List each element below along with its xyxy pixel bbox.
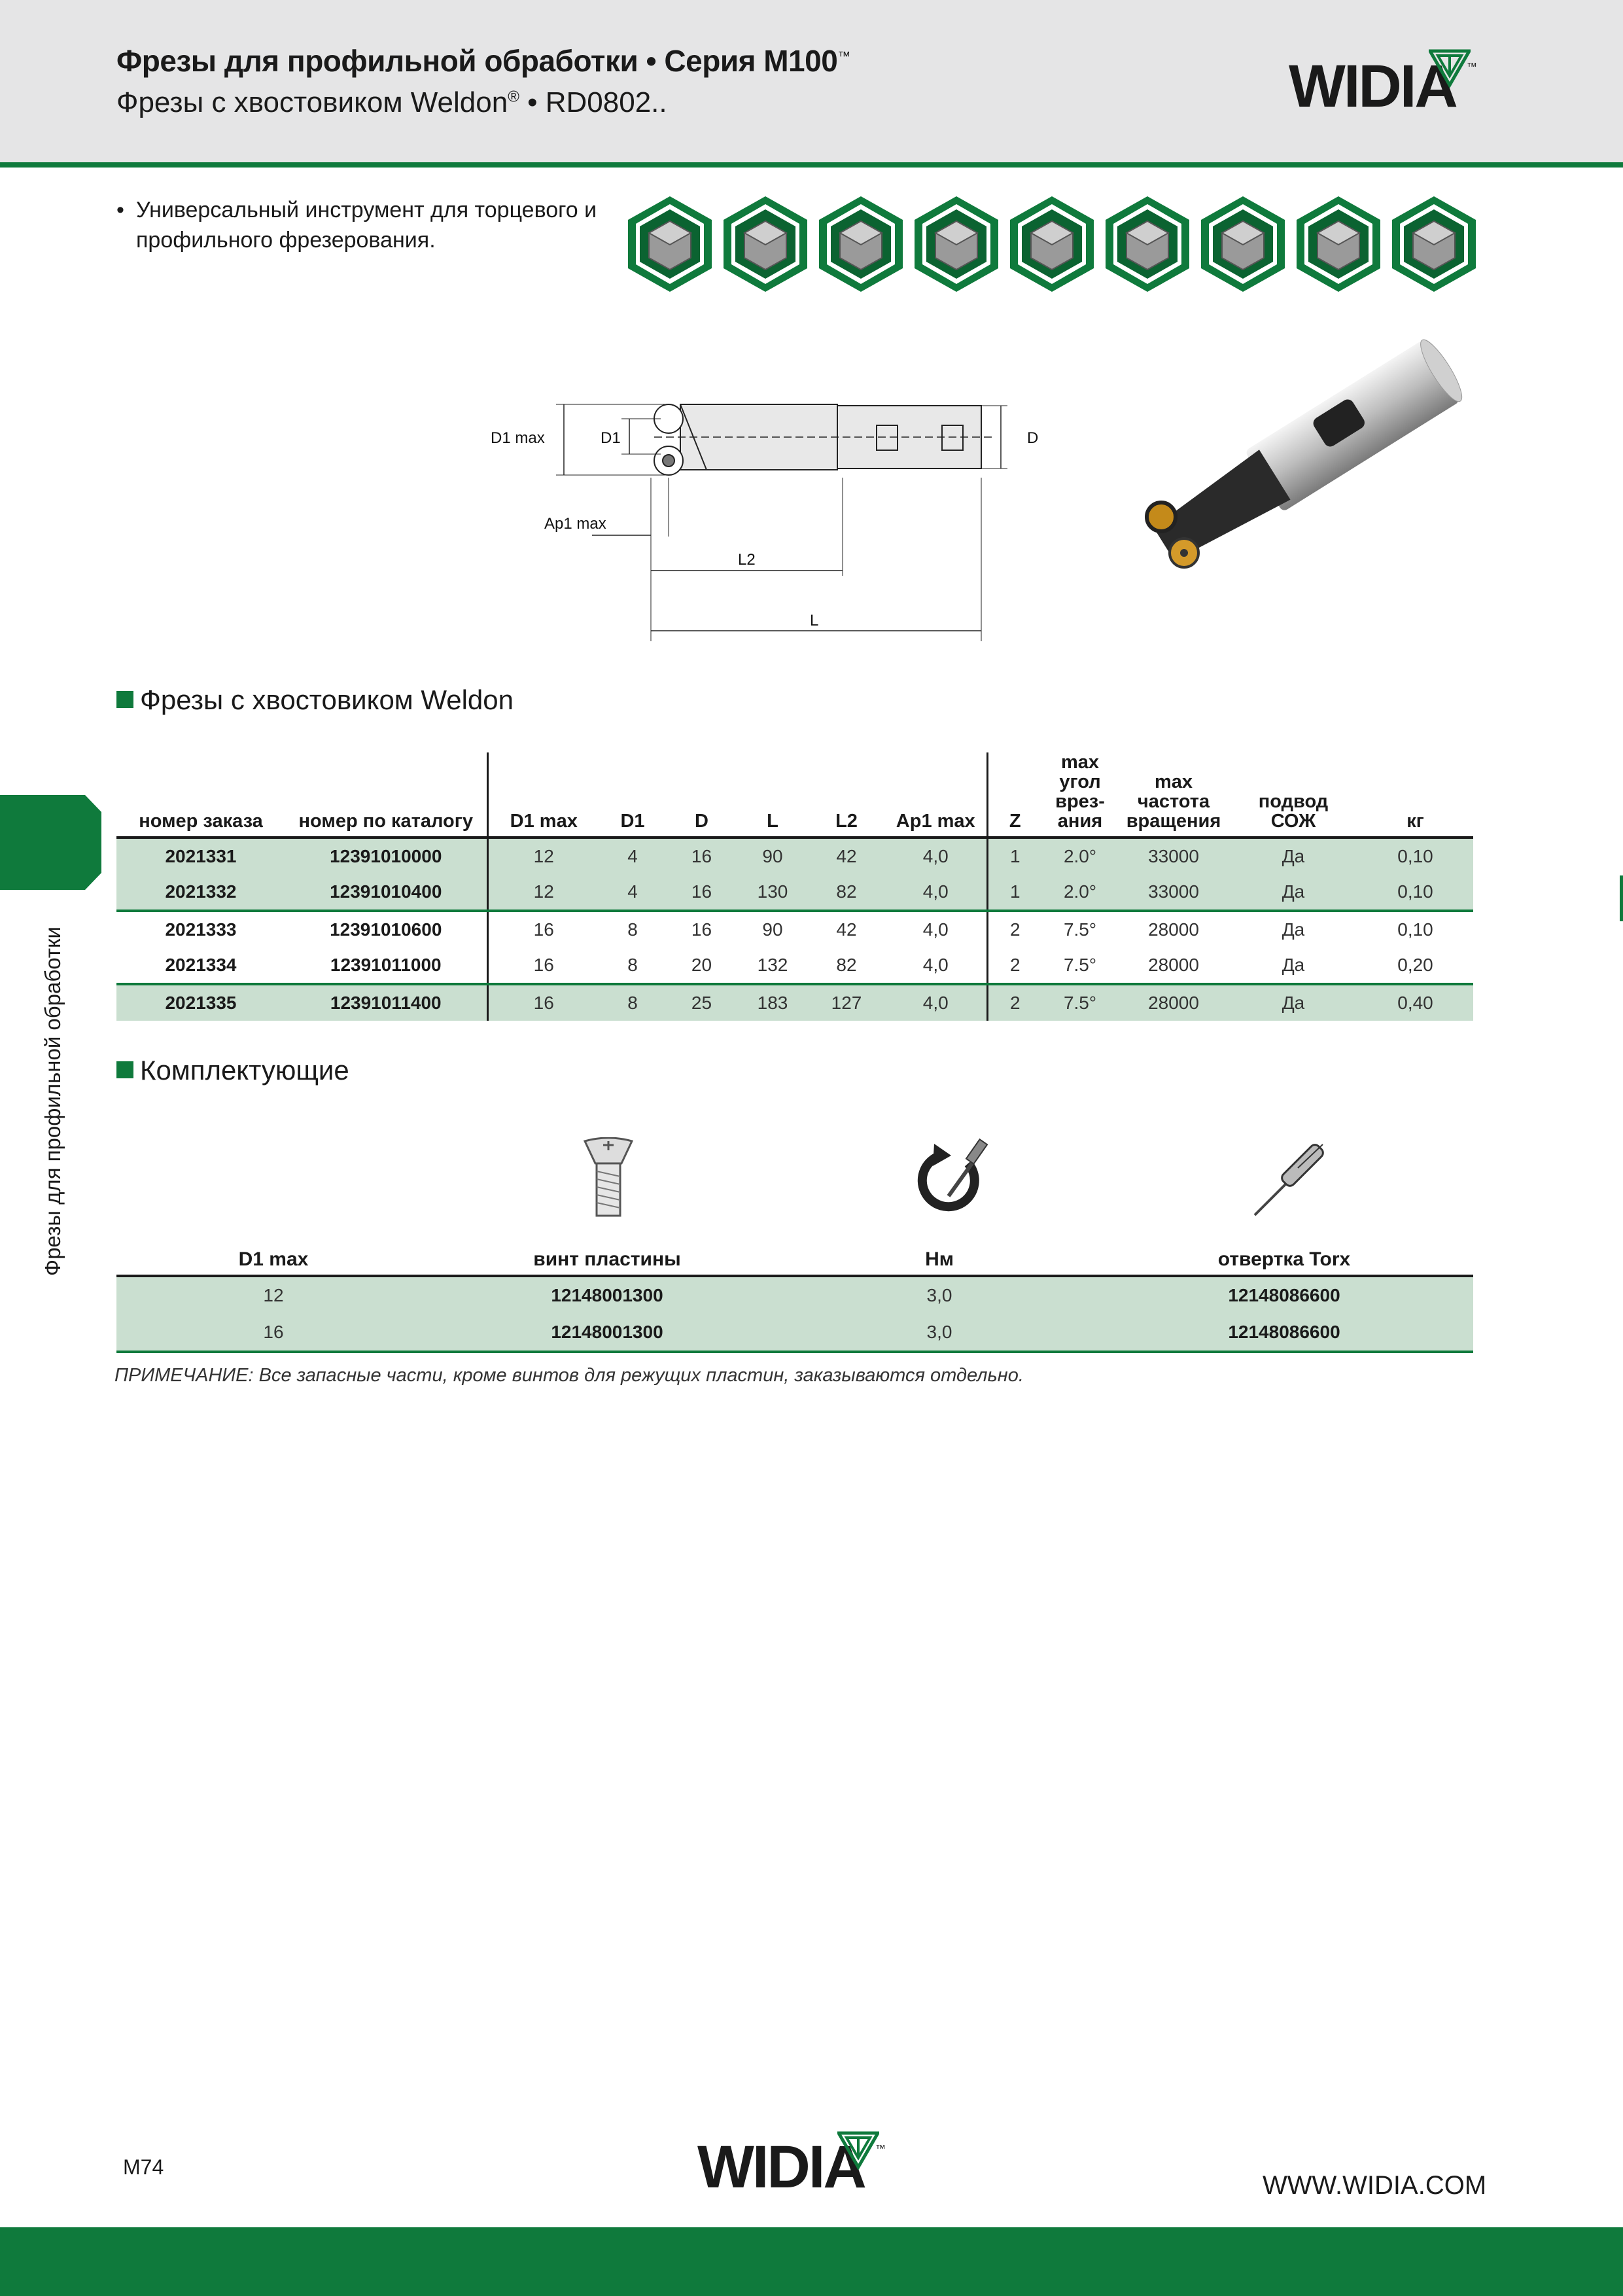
cell-rpm: 28000	[1148, 919, 1199, 940]
rpm-line-1: max частота	[1137, 771, 1210, 812]
col-coolant	[1229, 752, 1357, 838]
cell-coolant: Да	[1229, 947, 1357, 984]
website-link[interactable]: WWW.WIDIA.COM	[1263, 2171, 1487, 2200]
product-photo	[1112, 327, 1478, 589]
col-driver: отвертка Torx	[1217, 1248, 1351, 1270]
parts-table	[116, 1248, 1473, 1353]
contour-icon	[721, 195, 810, 293]
pocket-icon	[912, 195, 1001, 293]
page-title	[116, 43, 850, 79]
logo-triangle-icon	[1429, 48, 1471, 88]
table-row	[116, 911, 1473, 947]
cell-d1max: 16	[116, 1314, 430, 1352]
label-l2: L2	[738, 551, 756, 569]
section-title: Фрезы с хвостовиком Weldon	[140, 684, 514, 715]
logo-tm: ™	[1467, 62, 1477, 73]
table-row	[116, 874, 1473, 911]
footer-bar	[0, 2227, 1623, 2296]
cell-l2: 42	[808, 838, 885, 874]
ramping-icon	[1198, 195, 1287, 293]
col-catalog: номер по каталогу	[298, 811, 473, 832]
cell-z: 2	[987, 984, 1042, 1021]
label-d: D	[1027, 429, 1039, 447]
cell-rpm: 33000	[1118, 874, 1229, 911]
cell-l: 183	[737, 984, 808, 1021]
col-rpm	[1118, 752, 1229, 838]
ramp-line-2: угол	[1059, 771, 1101, 792]
cell-kg: 0,10	[1397, 919, 1433, 940]
col-z: Z	[987, 752, 1042, 838]
cell-ramp: 7.5°	[1042, 947, 1118, 984]
cell-d: 25	[666, 984, 737, 1021]
table-row	[116, 984, 1473, 1021]
label-d1max: D1 max	[491, 429, 545, 447]
edge-marker	[1620, 875, 1623, 921]
logo-wordmark: WIDIA	[1289, 53, 1456, 120]
cell-screw: 12148001300	[430, 1276, 784, 1314]
title-text: Фрезы для профильной обработки • Серия M100	[116, 44, 838, 78]
cell-l: 130	[737, 874, 808, 911]
cell-l: 132	[737, 947, 808, 984]
cell-l: 90	[737, 838, 808, 874]
cell-z: 1	[987, 838, 1042, 874]
cell-ap1max: 4,0	[885, 984, 987, 1021]
cell-d: 16	[666, 838, 737, 874]
widia-logo-header	[1289, 54, 1478, 119]
cell-kg: 0,10	[1357, 838, 1473, 874]
table-row	[116, 1276, 1473, 1314]
cell-kg: 0,40	[1357, 984, 1473, 1021]
cell-coolant: Да	[1229, 838, 1357, 874]
logo-tm: ™	[875, 2144, 886, 2155]
cell-d1max: 12	[487, 874, 599, 911]
cell-order: 2021332	[116, 874, 285, 911]
parts-header-row	[116, 1248, 1473, 1276]
slot-icon	[625, 195, 714, 293]
table-row	[116, 947, 1473, 984]
cell-d1: 8	[627, 919, 638, 940]
cell-l2: 82	[808, 874, 885, 911]
col-screw: винт пластины	[533, 1248, 681, 1270]
col-nm: Нм	[925, 1248, 954, 1270]
cell-kg: 0,10	[1357, 874, 1473, 911]
cell-d1max: 12	[116, 1276, 430, 1314]
cavity-icon	[1103, 195, 1192, 293]
coolant-line-1: подвод	[1258, 791, 1329, 812]
ramp-line-1: max	[1060, 752, 1100, 773]
cell-catalog: 12391010000	[285, 838, 487, 874]
cell-order: 2021334	[116, 947, 285, 984]
col-l: L	[767, 811, 778, 832]
widia-logo-footer	[697, 2134, 894, 2200]
section-square-icon	[116, 691, 133, 708]
cell-d: 16	[691, 919, 712, 940]
cell-catalog: 12391011000	[285, 947, 487, 984]
ramp-line-4: ания	[1057, 811, 1103, 832]
cell-driver: 12148086600	[1095, 1314, 1473, 1352]
cell-d1: 4	[599, 838, 666, 874]
cell-d1: 4	[599, 874, 666, 911]
label-ap1max: Ap1 max	[544, 515, 606, 533]
cell-z: 2	[987, 947, 1042, 984]
cell-order: 2021333	[165, 919, 237, 940]
cell-catalog: 12391010600	[330, 919, 442, 940]
logo-triangle-icon	[837, 2130, 879, 2170]
coolant-icon	[1389, 195, 1478, 293]
cell-ap1max: 4,0	[885, 947, 987, 984]
torx-screwdriver-icon	[1249, 1135, 1338, 1220]
cell-ramp: 2.0°	[1042, 874, 1118, 911]
cell-rpm: 33000	[1118, 838, 1229, 874]
insert-screw-icon	[582, 1137, 635, 1218]
cell-l2: 82	[808, 947, 885, 984]
cell-d: 20	[666, 947, 737, 984]
col-d1max: D1 max	[238, 1248, 309, 1270]
section-title: Комплектующие	[140, 1055, 349, 1086]
cell-nm: 3,0	[784, 1276, 1095, 1314]
coolant-line-2: СОЖ	[1270, 811, 1316, 832]
cell-screw: 12148001300	[430, 1314, 784, 1352]
spec-table	[116, 752, 1473, 1021]
cell-l: 90	[762, 919, 783, 940]
side-label: Фрезы для профильной обработки	[41, 927, 65, 1276]
col-ap1max: Ap1 max	[896, 811, 975, 832]
logo-wordmark: WIDIA	[697, 2134, 865, 2200]
cell-d1: 8	[599, 947, 666, 984]
label-l: L	[810, 612, 819, 629]
cell-catalog: 12391011400	[285, 984, 487, 1021]
torque-icon	[908, 1137, 993, 1222]
footnote: ПРИМЕЧАНИЕ: Все запасные части, кроме винтов для режущих пластин, заказываются отдельно.	[114, 1365, 1024, 1386]
subtitle-text: Фрезы с хвостовиком Weldon	[116, 86, 508, 118]
face-icon	[1007, 195, 1096, 293]
cell-ap1max: 4,0	[885, 874, 987, 911]
table-row	[116, 838, 1473, 874]
label-d1: D1	[601, 429, 621, 447]
cell-order: 2021335	[116, 984, 285, 1021]
cell-ap1max: 4,0	[922, 919, 949, 940]
col-d1max: D1 max	[487, 752, 599, 838]
subtitle-series: • RD0802..	[519, 86, 667, 118]
col-l2: L2	[835, 811, 858, 832]
shoulder-icon	[816, 195, 905, 293]
section-square-icon	[116, 1061, 133, 1078]
intro-text: Универсальный инструмент для торцевого и профильного фрезерования.	[136, 198, 597, 253]
cell-order: 2021331	[116, 838, 285, 874]
helical-icon	[1294, 195, 1383, 293]
cell-ramp: 7.5°	[1042, 984, 1118, 1021]
cell-d: 16	[666, 874, 737, 911]
col-d: D	[695, 811, 708, 832]
col-order: номер заказа	[139, 811, 263, 832]
cell-driver: 12148086600	[1095, 1276, 1473, 1314]
page-subtitle	[116, 86, 667, 119]
cell-nm: 3,0	[784, 1314, 1095, 1352]
registered-mark: ®	[508, 88, 519, 106]
cell-ap1max: 4,0	[885, 838, 987, 874]
cell-l2: 127	[808, 984, 885, 1021]
cell-l2: 42	[836, 919, 857, 940]
side-tab	[0, 795, 101, 890]
col-ramp	[1042, 752, 1118, 838]
bullet-dot: •	[116, 198, 124, 222]
cell-rpm: 28000	[1118, 984, 1229, 1021]
technical-drawing	[484, 386, 1060, 648]
cell-catalog: 12391010400	[285, 874, 487, 911]
page-number: M74	[123, 2155, 164, 2179]
cell-d1max: 16	[487, 947, 599, 984]
trademark-mark: ™	[837, 49, 850, 64]
cell-coolant: Да	[1229, 874, 1357, 911]
cell-ramp: 2.0°	[1042, 838, 1118, 874]
spec-header-row	[116, 752, 1473, 838]
cell-rpm: 28000	[1118, 947, 1229, 984]
col-kg: кг	[1406, 811, 1424, 832]
cell-coolant: Да	[1229, 984, 1357, 1021]
section-heading-cutters	[116, 684, 514, 716]
cell-z: 2	[987, 911, 1042, 947]
rpm-line-2: вращения	[1126, 811, 1221, 832]
cell-d1max: 16	[487, 911, 599, 947]
cell-d1: 8	[599, 984, 666, 1021]
col-d1: D1	[620, 811, 645, 832]
cell-ramp: 7.5°	[1063, 919, 1097, 940]
cell-z: 1	[987, 874, 1042, 911]
ramp-line-3: врез-	[1055, 791, 1105, 812]
cell-d1max: 16	[487, 984, 599, 1021]
cell-d1max: 12	[487, 838, 599, 874]
table-row	[116, 1314, 1473, 1352]
cell-coolant: Да	[1282, 919, 1305, 940]
cell-kg: 0,20	[1357, 947, 1473, 984]
section-heading-parts	[116, 1055, 349, 1086]
